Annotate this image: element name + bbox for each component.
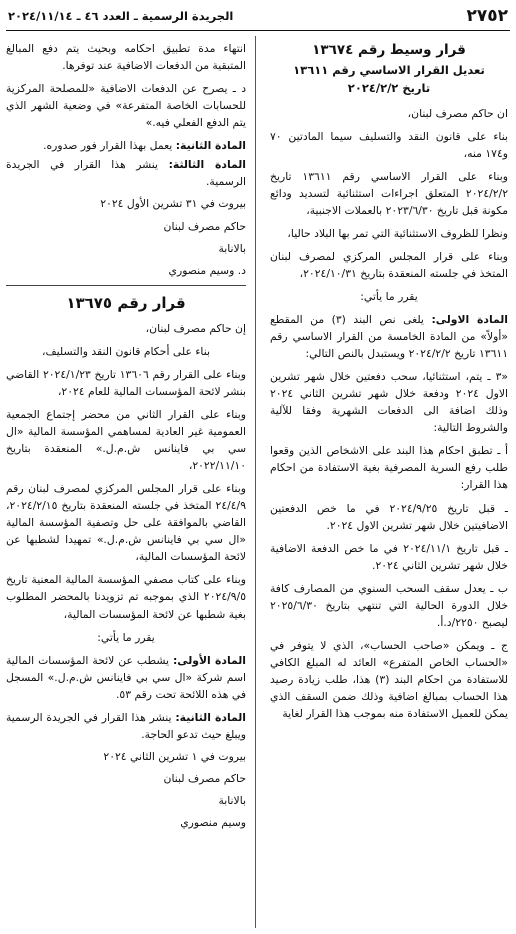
signature-title: حاكم مصرف لبنان	[163, 772, 246, 786]
decision-2-article-1-label: المادة الأولى:	[172, 653, 246, 667]
paragraph: ان حاكم مصرف لبنان،	[407, 106, 508, 120]
paragraph: ـ قبل تاريخ ٢٠٢٤/٩/٢٥ في ما خص الدفعتين الاضافيتين خلال شهر تشرين الاول ٢٠٢٤.	[270, 501, 508, 532]
decision-title: قرار وسيط رقم ١٣٦٧٤	[312, 42, 466, 58]
paragraph: وبناء على القرار الثاني من محضر إجتماع الجمعية العمومية غير العادية لمساهمي المؤسسة المالية «ال سي بي فاينانس ش.م.ل.» المنعقدة بتاريخ ٢٠٢٢/١١/١٠،	[6, 408, 246, 473]
paragraph: ب ـ يعدل سقف السحب السنوي من المصارف كافة خلال الدورة الحالية التي تنتهي بتاريخ ٢٠٢٥/٦/٣٠ ليصبح ٢٢٥٠/د.أ.	[270, 581, 508, 629]
decision-2-title: قرار رقم ١٣٦٧٥	[66, 294, 186, 313]
signature-place-date: بيروت في ٣١ تشرين الأول ٢٠٢٤	[100, 197, 246, 211]
decision-date: تاريخ ٢٠٢٤/٢/٢	[347, 80, 431, 95]
right-column	[270, 40, 508, 930]
article-3-text: ينشر هذا القرار في الجريدة الرسمية.	[6, 158, 246, 189]
signature-title: حاكم مصرف لبنان	[163, 219, 246, 233]
paragraph: إن حاكم مصرف لبنان،	[145, 321, 246, 335]
paragraph: وبناء على القرار الاساسي رقم ١٣٦١١ تاريخ ٢٠٢٤/٢/٢ المتعلق اجراءات استثنائية لتسديد ودائع مكونة قبل تاريخ ٢٠٢٣/٦/٣٠ بالعملات الاجنبية،	[270, 169, 508, 217]
signature-acting: بالانابة	[218, 794, 246, 808]
paragraph: ونظرا للظروف الاستثنائية التي تمر بها البلاد حاليا،	[287, 226, 508, 240]
paragraph: وبناء على كتاب مصفي المؤسسة المالية المعنية تاريخ ٢٠٢٤/٩/٥ الذي بموجبه تم تزويدنا بالمحضر المطلوب بغية شطبها عن لائحة المؤسسات المالية،	[6, 573, 246, 621]
article-1-text: يلغى نص البند (٣) من المقطع «أولاً» من المادة الخامسة من القرار الاساسي رقم ١٣٦١١ تاريخ ٢٠٢٤/٢/٢ ويستبدل بالنص التالي:	[270, 313, 508, 361]
signature-name: د. وسيم منصوري	[168, 263, 246, 277]
decision-2-article-2	[6, 709, 246, 743]
signature-acting: بالانابة	[218, 241, 246, 255]
paragraph: ج ـ ويمكن «صاحب الحساب»، الذي لا يتوفر في «الحساب الخاص المتفرع» العائد له المبلغ الكافي للاستفادة من احكام البند (٣) هذا، طلب زيادة رصيد هذا الحساب بمبالغ اضافية وذلك ضمن السقف الذي يمكن للعميل الاستفادة منه بموجب هذا القرار لغاية	[270, 638, 508, 721]
paragraph: بناء على أحكام قانون النقد والتسليف،	[42, 344, 210, 358]
header-rule	[6, 30, 510, 31]
article-3-label: المادة الثالثة:	[168, 158, 246, 172]
article-2-text: يعمل بهذا القرار فور صدوره.	[43, 139, 176, 153]
paragraph: د ـ يصرح عن الدفعات الاضافية «للمصلحة المركزية للحسابات الخاصة المتفرعة» في وضعية الشهر الذي يتم الدفع الفعلي فيه.»	[6, 82, 246, 130]
signature-block-2	[6, 749, 246, 832]
paragraph: أ ـ تطبق احكام هذا البند على الاشخاص الذين وقعوا طلب رفع السرية المصرفية بغية الاستفادة من احكام هذا القرار:	[270, 444, 508, 492]
paragraph: وبناء على قرار المجلس المركزي لمصرف لبنان المتخذ في جلسته المنعقدة بتاريخ ٢٠٢٤/١٠/٣١،	[270, 249, 508, 280]
decision-2-article-1	[6, 652, 246, 703]
paragraph: ـ قبل تاريخ ٢٠٢٤/١١/١ في ما خص الدفعة الاضافية خلال شهر تشرين الثاني ٢٠٢٤.	[270, 541, 508, 572]
article-2	[6, 137, 246, 154]
article-1-label: المادة الاولى:	[431, 313, 508, 327]
signature-name: وسيم منصوري	[180, 816, 246, 830]
page-number: ٢٧٥٢	[466, 6, 508, 26]
paragraph: «٣ ـ يتم، استثنائيا، سحب دفعتين خلال شهر تشرين الاول ٢٠٢٤ ودفعة خلال شهر تشرين الثاني ٢٠٢٤ وذلك اضافة الى الدفعات الشهرية وفقا للآلية والشروط التالية:	[270, 370, 508, 435]
paragraph: وبناء على القرار رقم ١٣٦٠٦ تاريخ ٢٠٢٤/١/٢٣ القاضي بنشر لائحة المؤسسات المالية للعام ٢٠٢٤،	[6, 367, 246, 398]
signature-place-date: بيروت في ١ تشرين الثاني ٢٠٢٤	[103, 749, 246, 763]
column-divider	[255, 36, 256, 928]
signature-block	[6, 196, 246, 279]
left-column	[6, 40, 246, 930]
article-2-label: المادة الثانية:	[175, 139, 246, 153]
paragraph: يقرر ما يأتي:	[360, 290, 418, 304]
gazette-issue-line: الجريدة الرسمية ـ العدد ٤٦ ـ ٢٠٢٤/١١/١٤	[8, 9, 234, 23]
section-separator	[6, 285, 246, 286]
paragraph: يقرر ما يأتي:	[97, 630, 155, 644]
paragraph: وبناء على قرار المجلس المركزي لمصرف لبنان رقم ٢٤/٤/٩ المتخذ في جلسته المنعقدة بتاريخ ٢٠٢٤/٢/١٥، القاضي بالموافقة على حل وتصفية المؤسسة المالية «ال سي بي فاينانس ش.م.ل.» تمهيدا لشطبها عن لائحة المؤسسات المالية،	[6, 482, 246, 564]
decision-2-article-1-text: يشطب عن لائحة المؤسسات المالية اسم شركة «ال سي بي فاينانس ش.م.ل.» المسجل في هذه اللائحة تحت رقم ٥٣.	[6, 653, 246, 701]
decision-2-article-2-label: المادة الثانية:	[175, 710, 246, 724]
paragraph: انتهاء مدة تطبيق احكامه وبحيث يتم دفع المبالغ المتبقية من الدفعات الاضافية عند توفرها.	[6, 42, 246, 73]
decision-2-article-2-text: ينشر هذا القرار في الجريدة الرسمية ويبلغ حيث تدعو الحاجة.	[6, 710, 246, 741]
paragraph: بناء على قانون النقد والتسليف سيما المادتين ٧٠ و١٧٤ منه،	[270, 129, 508, 160]
page-header	[8, 4, 508, 28]
article-1	[270, 311, 508, 362]
article-3	[6, 156, 246, 190]
decision-subtitle: تعديل القرار الاساسي رقم ١٣٦١١	[293, 63, 485, 78]
